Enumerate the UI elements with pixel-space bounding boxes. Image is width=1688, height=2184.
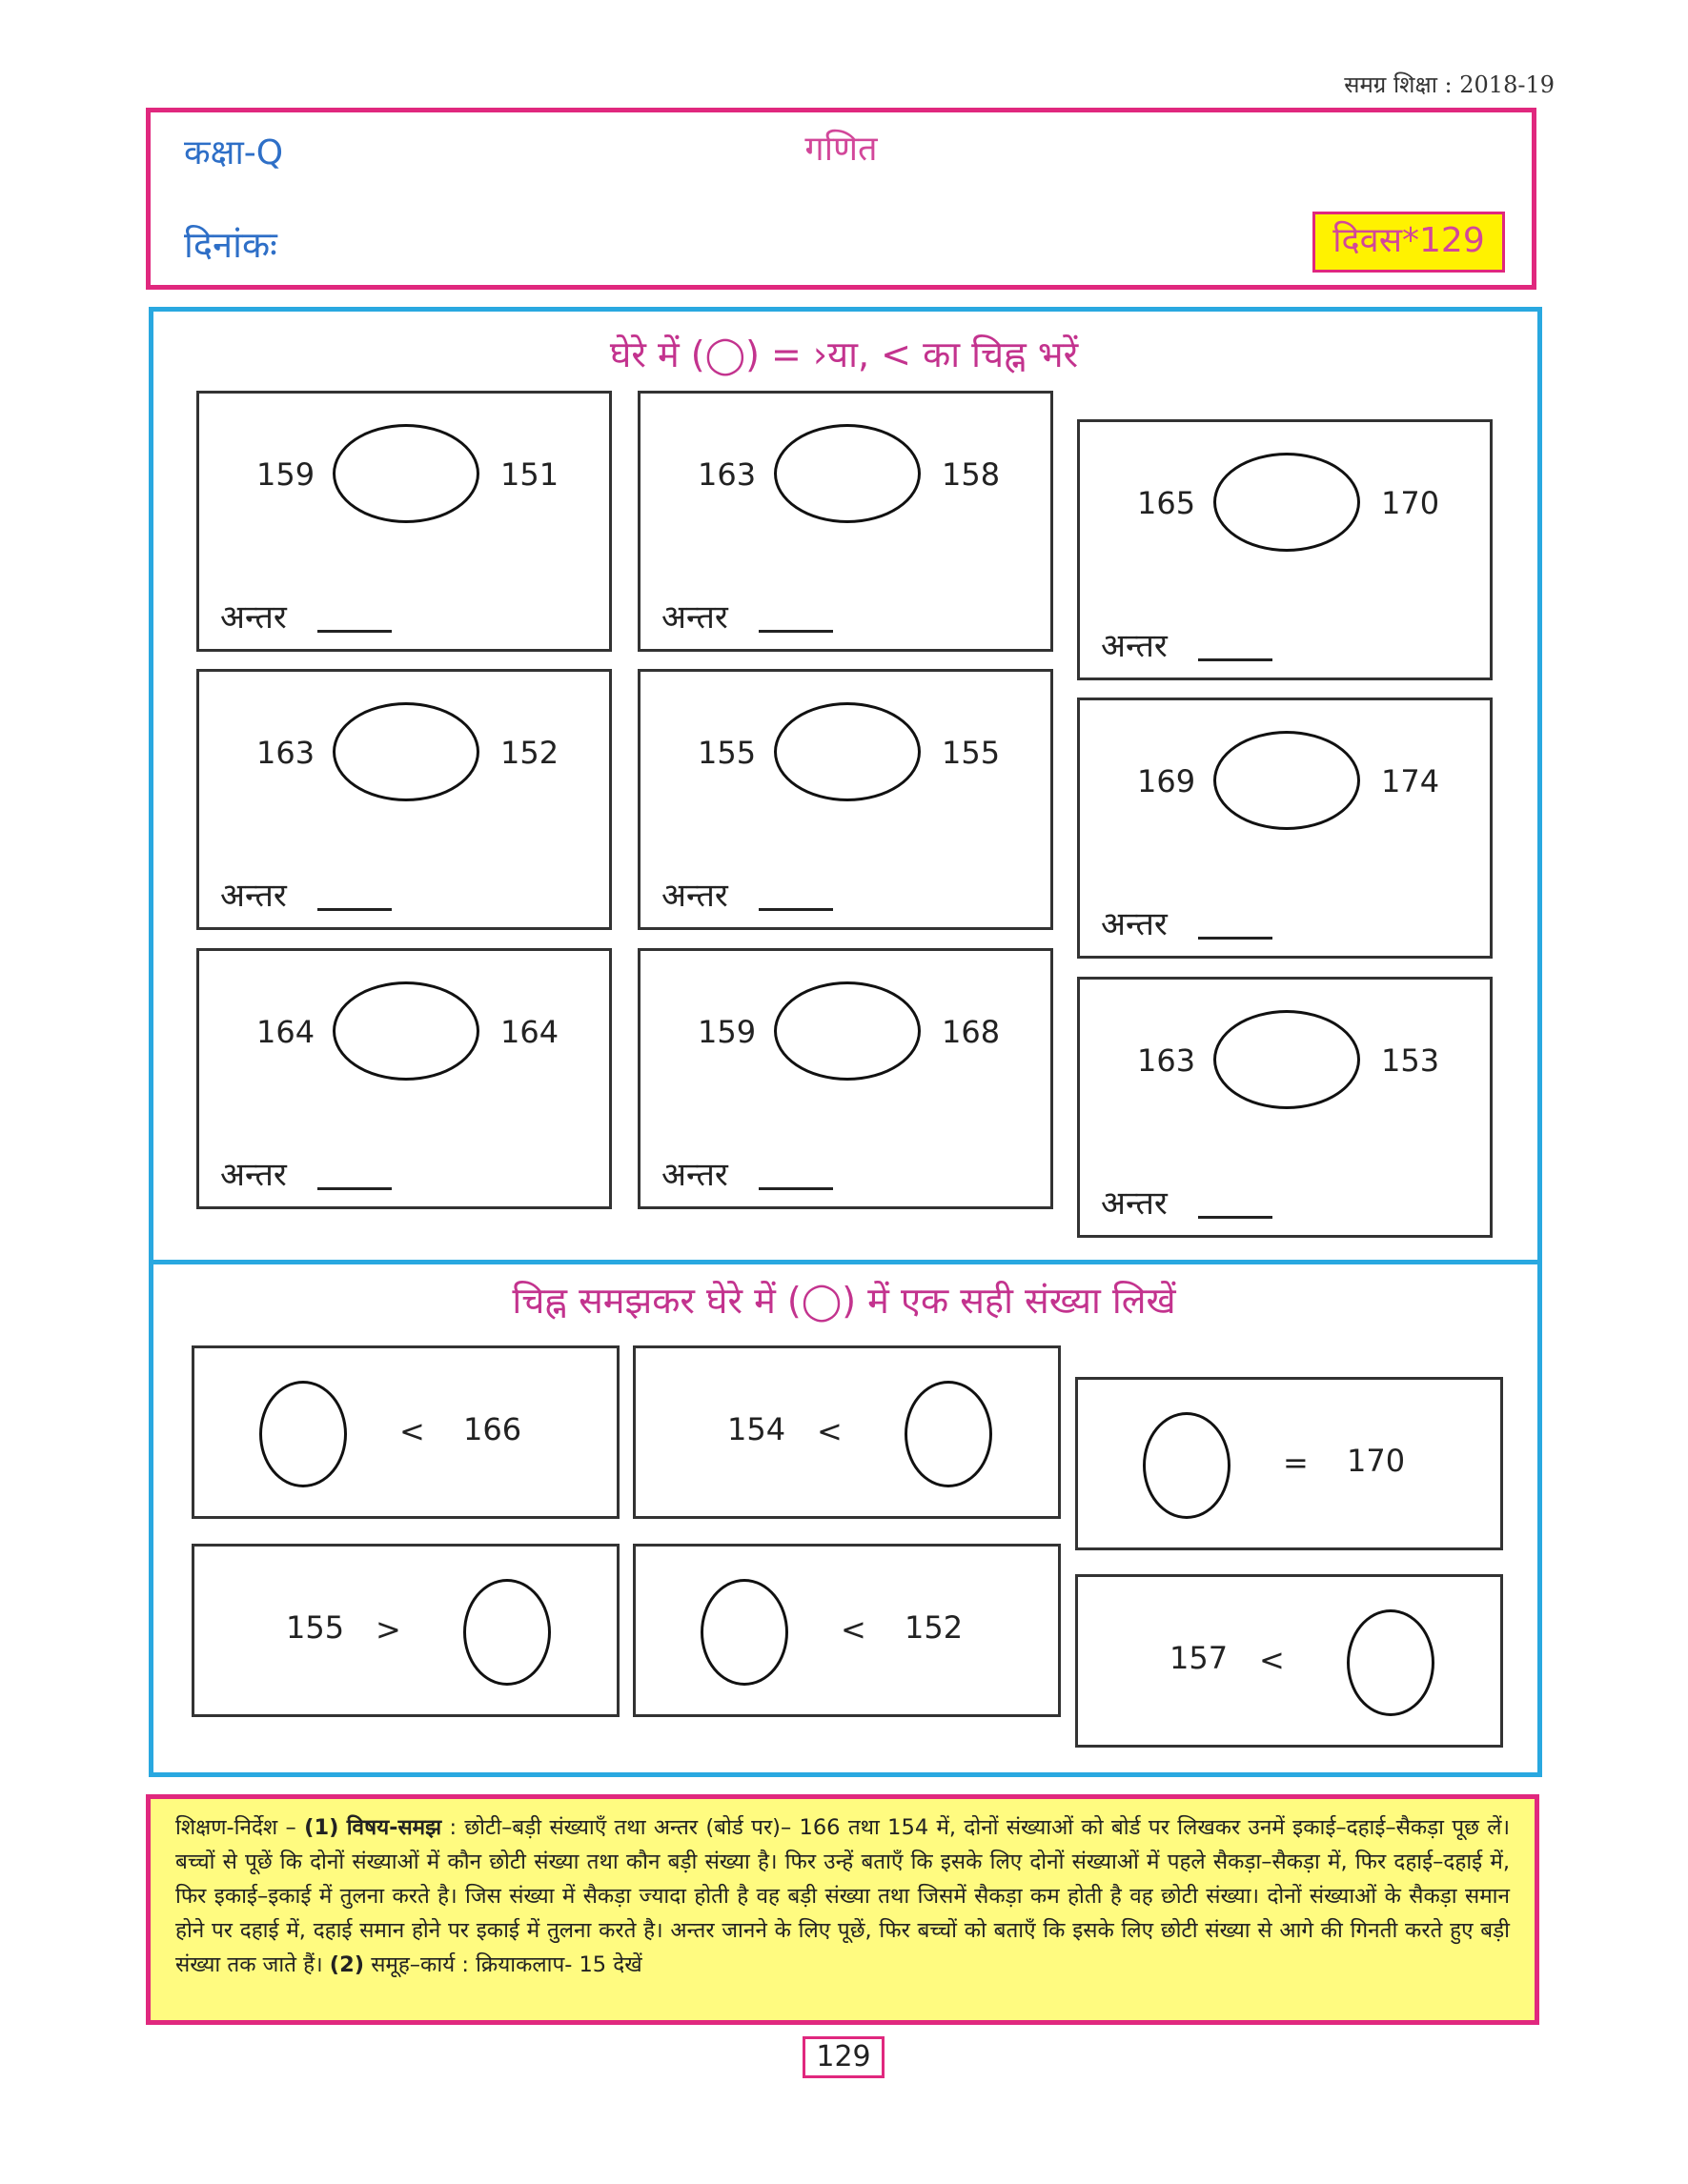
compare-box <box>638 948 1053 1209</box>
difference-blank[interactable] <box>1198 658 1272 661</box>
difference-label: अन्तर <box>661 598 728 637</box>
teaching-instructions: शिक्षण-निर्देश – (1) विषय-समझ : छोटी–बड़ी संख्याएँ तथा अन्तर (बोर्ड पर)– 166 तथा 154 में, दोनों संख्याओं को बोर्ड पर लिखकर उनमें इकाई–दहाई–सैकड़ा पूछ लें। बच्चों से पूछें कि दोनों संख्याओं में कौन छोटी संख्या तथा कौन बड़ी संख्या है। फिर उन्हें बताएँ कि इसके लिए दोनों संख्याओं में पहले सैकड़ा–सैकड़ा में, फिर दहाई–दहाई में, फिर इकाई–इकाई में तुलना करते है। जिस संख्या में सैकड़ा ज्यादा होती है वह बड़ी संख्या तथा जिसमें सैकड़ा कम होती है वह छोटी संख्या। दोनों संख्याओं के सैकड़ा समान होने पर दहाई में, दहाई समान होने पर इकाई में तुलना करते है। अन्तर जानने के लिए पूछें, फिर बच्चों को बताएँ कि इसके लिए छोटी संख्या से आगे की गिनती करते हुए बड़ी संख्या तक जाते हैं। (2) समूह–कार्य : क्रियाकलाप- 15 देखें <box>146 1794 1539 2025</box>
day-badge: दिवस*129 <box>1312 212 1505 273</box>
right-number: 155 <box>942 735 1001 771</box>
difference-blank[interactable] <box>1198 937 1272 940</box>
instructions-label: शिक्षण-निर्देश <box>175 1815 278 1840</box>
left-number: 163 <box>698 456 757 493</box>
fill-box <box>1075 1574 1503 1748</box>
top-note: समग्र शिक्षा : 2018-19 <box>1344 71 1555 98</box>
comparison-symbol: > <box>376 1611 401 1648</box>
compare-box <box>638 669 1053 930</box>
difference-label: अन्तर <box>220 1156 287 1194</box>
compare-box <box>1077 419 1493 680</box>
left-number: 165 <box>1137 485 1196 521</box>
difference-blank[interactable] <box>317 908 392 911</box>
answer-oval[interactable] <box>333 424 479 523</box>
answer-circle[interactable] <box>701 1579 788 1686</box>
compare-box <box>196 391 612 652</box>
fill-box <box>192 1544 620 1717</box>
left-number: 159 <box>698 1014 757 1050</box>
date-label: दिनांकः <box>184 224 277 266</box>
right-number: 170 <box>1381 485 1440 521</box>
subject-label: गणित <box>804 130 878 169</box>
difference-label: अन्तर <box>1101 905 1168 943</box>
answer-circle[interactable] <box>259 1381 347 1487</box>
right-number: 164 <box>500 1014 559 1050</box>
header-box <box>146 108 1536 290</box>
difference-blank[interactable] <box>759 1187 833 1190</box>
comparison-symbol: < <box>817 1413 843 1449</box>
difference-label: अन्तर <box>1101 627 1168 665</box>
left-number: 164 <box>256 1014 315 1050</box>
right-number: 174 <box>1381 763 1440 799</box>
answer-oval[interactable] <box>774 981 921 1081</box>
left-number: 163 <box>256 735 315 771</box>
answer-oval[interactable] <box>1213 731 1360 830</box>
instructions-part1-title: विषय-समझ <box>346 1815 442 1840</box>
difference-label: अन्तर <box>661 1156 728 1194</box>
answer-circle[interactable] <box>463 1579 551 1686</box>
difference-label: अन्तर <box>1101 1184 1168 1223</box>
comparison-symbol: < <box>1259 1642 1285 1678</box>
difference-blank[interactable] <box>1198 1216 1272 1219</box>
difference-blank[interactable] <box>759 630 833 633</box>
answer-circle[interactable] <box>1347 1609 1434 1716</box>
given-number: 170 <box>1347 1443 1406 1479</box>
given-number: 154 <box>727 1411 786 1447</box>
left-number: 155 <box>698 735 757 771</box>
given-number: 166 <box>463 1411 522 1447</box>
fill-box <box>1075 1377 1503 1550</box>
comparison-symbol: < <box>399 1413 425 1449</box>
right-number: 168 <box>942 1014 1001 1050</box>
compare-box <box>1077 977 1493 1238</box>
section-divider <box>149 1260 1542 1264</box>
left-number: 163 <box>1137 1042 1196 1079</box>
right-number: 158 <box>942 456 1001 493</box>
comparison-symbol: < <box>841 1611 866 1648</box>
compare-box <box>196 948 612 1209</box>
difference-label: अन्तर <box>220 598 287 637</box>
instructions-part1-number: (1) <box>304 1815 339 1840</box>
difference-blank[interactable] <box>317 630 392 633</box>
right-number: 152 <box>500 735 559 771</box>
comparison-symbol: = <box>1283 1445 1309 1481</box>
section2-heading: चिह्न समझकर घेरे में (◯) में एक सही संख्या लिखें <box>512 1280 1176 1322</box>
compare-box <box>638 391 1053 652</box>
right-number: 153 <box>1381 1042 1440 1079</box>
left-number: 159 <box>256 456 315 493</box>
answer-oval[interactable] <box>333 702 479 801</box>
class-label: कक्षा-Q <box>184 133 284 172</box>
difference-label: अन्तर <box>661 877 728 915</box>
answer-oval[interactable] <box>774 702 921 801</box>
answer-oval[interactable] <box>774 424 921 523</box>
given-number: 157 <box>1169 1640 1229 1676</box>
left-number: 169 <box>1137 763 1196 799</box>
instructions-part2-text: समूह–कार्य : क्रियाकलाप- 15 देखें <box>371 1952 642 1977</box>
fill-box <box>192 1345 620 1519</box>
compare-box <box>1077 698 1493 959</box>
answer-circle[interactable] <box>905 1381 992 1487</box>
compare-box <box>196 669 612 930</box>
answer-oval[interactable] <box>1213 453 1360 552</box>
fill-box <box>633 1544 1061 1717</box>
answer-oval[interactable] <box>1213 1010 1360 1109</box>
answer-oval[interactable] <box>333 981 479 1081</box>
right-number: 151 <box>500 456 559 493</box>
difference-label: अन्तर <box>220 877 287 915</box>
difference-blank[interactable] <box>317 1187 392 1190</box>
given-number: 152 <box>905 1609 964 1646</box>
given-number: 155 <box>286 1609 345 1646</box>
answer-circle[interactable] <box>1143 1412 1230 1519</box>
section1-heading: घेरे में (◯) = ›या, < का चिह्न भरें <box>609 334 1079 375</box>
fill-box <box>633 1345 1061 1519</box>
instructions-part1-text: : छोटी–बड़ी संख्याएँ तथा अन्तर (बोर्ड पर)– 166 तथा 154 में, दोनों संख्याओं को बोर्ड पर लिखकर उनमें इकाई–दहाई–सैकड़ा पूछ लें। बच्चों से पूछें कि दोनों संख्याओं में कौन छोटी संख्या तथा कौन बड़ी संख्या है। फिर उन्हें बताएँ कि इसके लिए दोनों संख्याओं में पहले सैकड़ा–सैकड़ा में, फिर दहाई–दहाई में, फिर इकाई–इकाई में तुलना करते है। जिस संख्या में सैकड़ा ज्यादा होती है वह बड़ी संख्या तथा जिसमें सैकड़ा कम होती है वह छोटी संख्या। दोनों संख्याओं के सैकड़ा समान होने पर दहाई में, दहाई समान होने पर इकाई में तुलना करते है। अन्तर जानने के लिए पूछें, फिर बच्चों को बताएँ कि इसके लिए छोटी संख्या से आगे की गिनती करते हुए बड़ी संख्या तक जाते हैं। <box>175 1815 1511 1977</box>
instructions-part2-number: (2) <box>329 1952 365 1977</box>
page-number: 129 <box>803 2036 885 2078</box>
difference-blank[interactable] <box>759 908 833 911</box>
